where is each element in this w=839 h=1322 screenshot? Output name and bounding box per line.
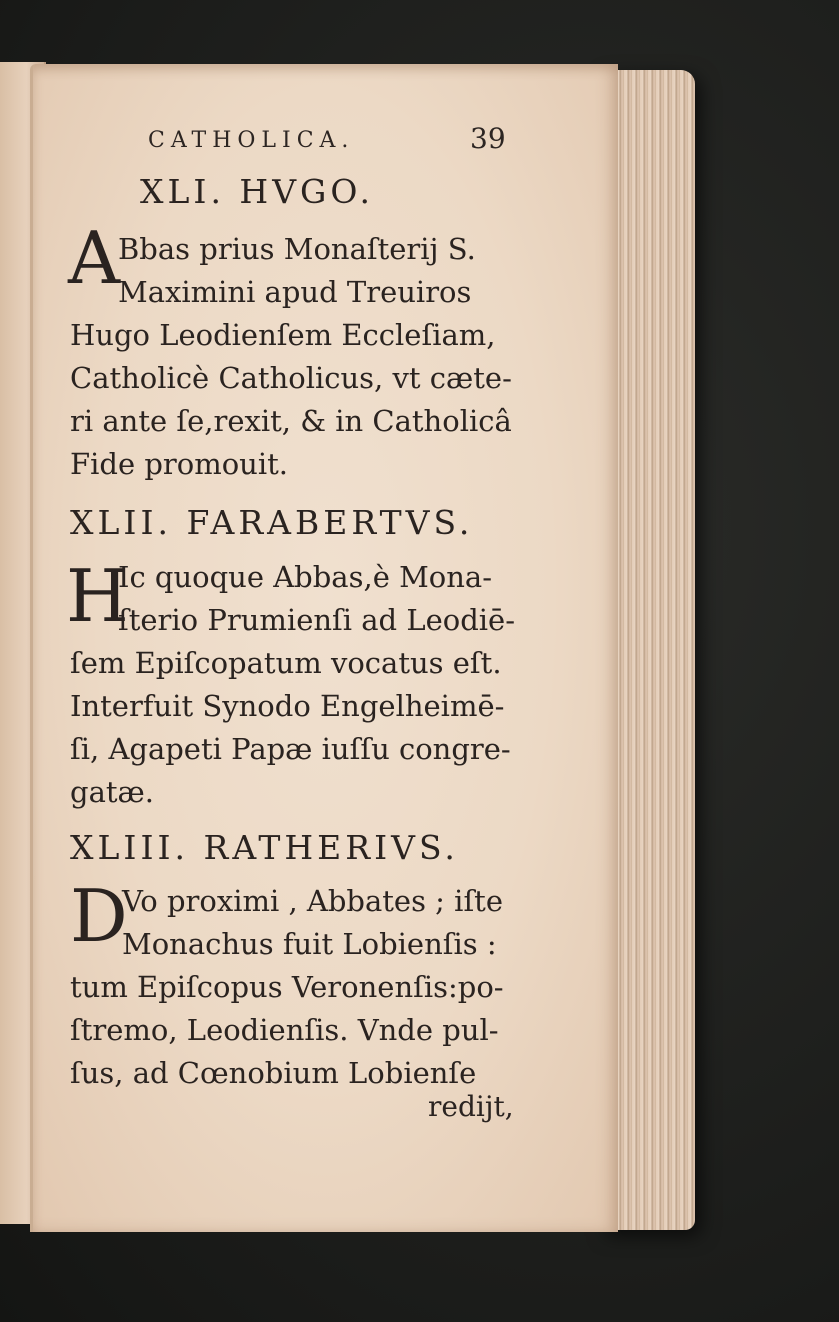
entry-line: Interfuit Synodo Engelheimē- xyxy=(70,689,505,723)
running-title: CATHOLICA. xyxy=(148,128,355,153)
entry-line: Monachus fuit Lobienſis : xyxy=(122,927,497,961)
entry-line: gatæ. xyxy=(70,775,154,809)
entry-line: Hugo Leodienſem Eccleſiam, xyxy=(70,318,496,352)
entry-title: XLI. HVGO. xyxy=(140,172,375,211)
entry-line: ri ante ſe,rexit, & in Catholicâ xyxy=(70,404,512,438)
entry-title: XLIII. RATHERIVS. xyxy=(70,828,459,867)
page-number: 39 xyxy=(470,122,506,155)
entry-title: XLII. FARABERTVS. xyxy=(70,503,474,542)
catchword: redijt, xyxy=(428,1090,514,1123)
entry-line: Fide promouit. xyxy=(70,447,289,481)
entry-line: tum Epiſcopus Veronenſis:po- xyxy=(70,970,504,1004)
drop-capital: A xyxy=(68,216,120,300)
drop-capital: D xyxy=(70,874,128,958)
entry-line: ſterio Prumienſi ad Leodiē- xyxy=(118,603,516,637)
entry-line: Vo proximi , Abbates ; iſte xyxy=(122,884,503,918)
drop-capital: H xyxy=(66,554,129,638)
entry-line: ſus, ad Cœnobium Lobienſe xyxy=(70,1056,477,1090)
entry-line: ſi, Agapeti Papæ iuſſu congre- xyxy=(70,732,511,766)
entry-line: Maximini apud Treuiros xyxy=(118,275,472,309)
entry-line: Catholicè Catholicus, vt cæte- xyxy=(70,361,512,395)
entry-line: Ic quoque Abbas,è Mona- xyxy=(118,560,492,594)
entry-line: Bbas prius Monaſterij S. xyxy=(118,232,476,266)
entry-line: ſtremo, Leodienſis. Vnde pul- xyxy=(70,1013,499,1047)
entry-line: ſem Epiſcopatum vocatus eſt. xyxy=(70,646,502,680)
